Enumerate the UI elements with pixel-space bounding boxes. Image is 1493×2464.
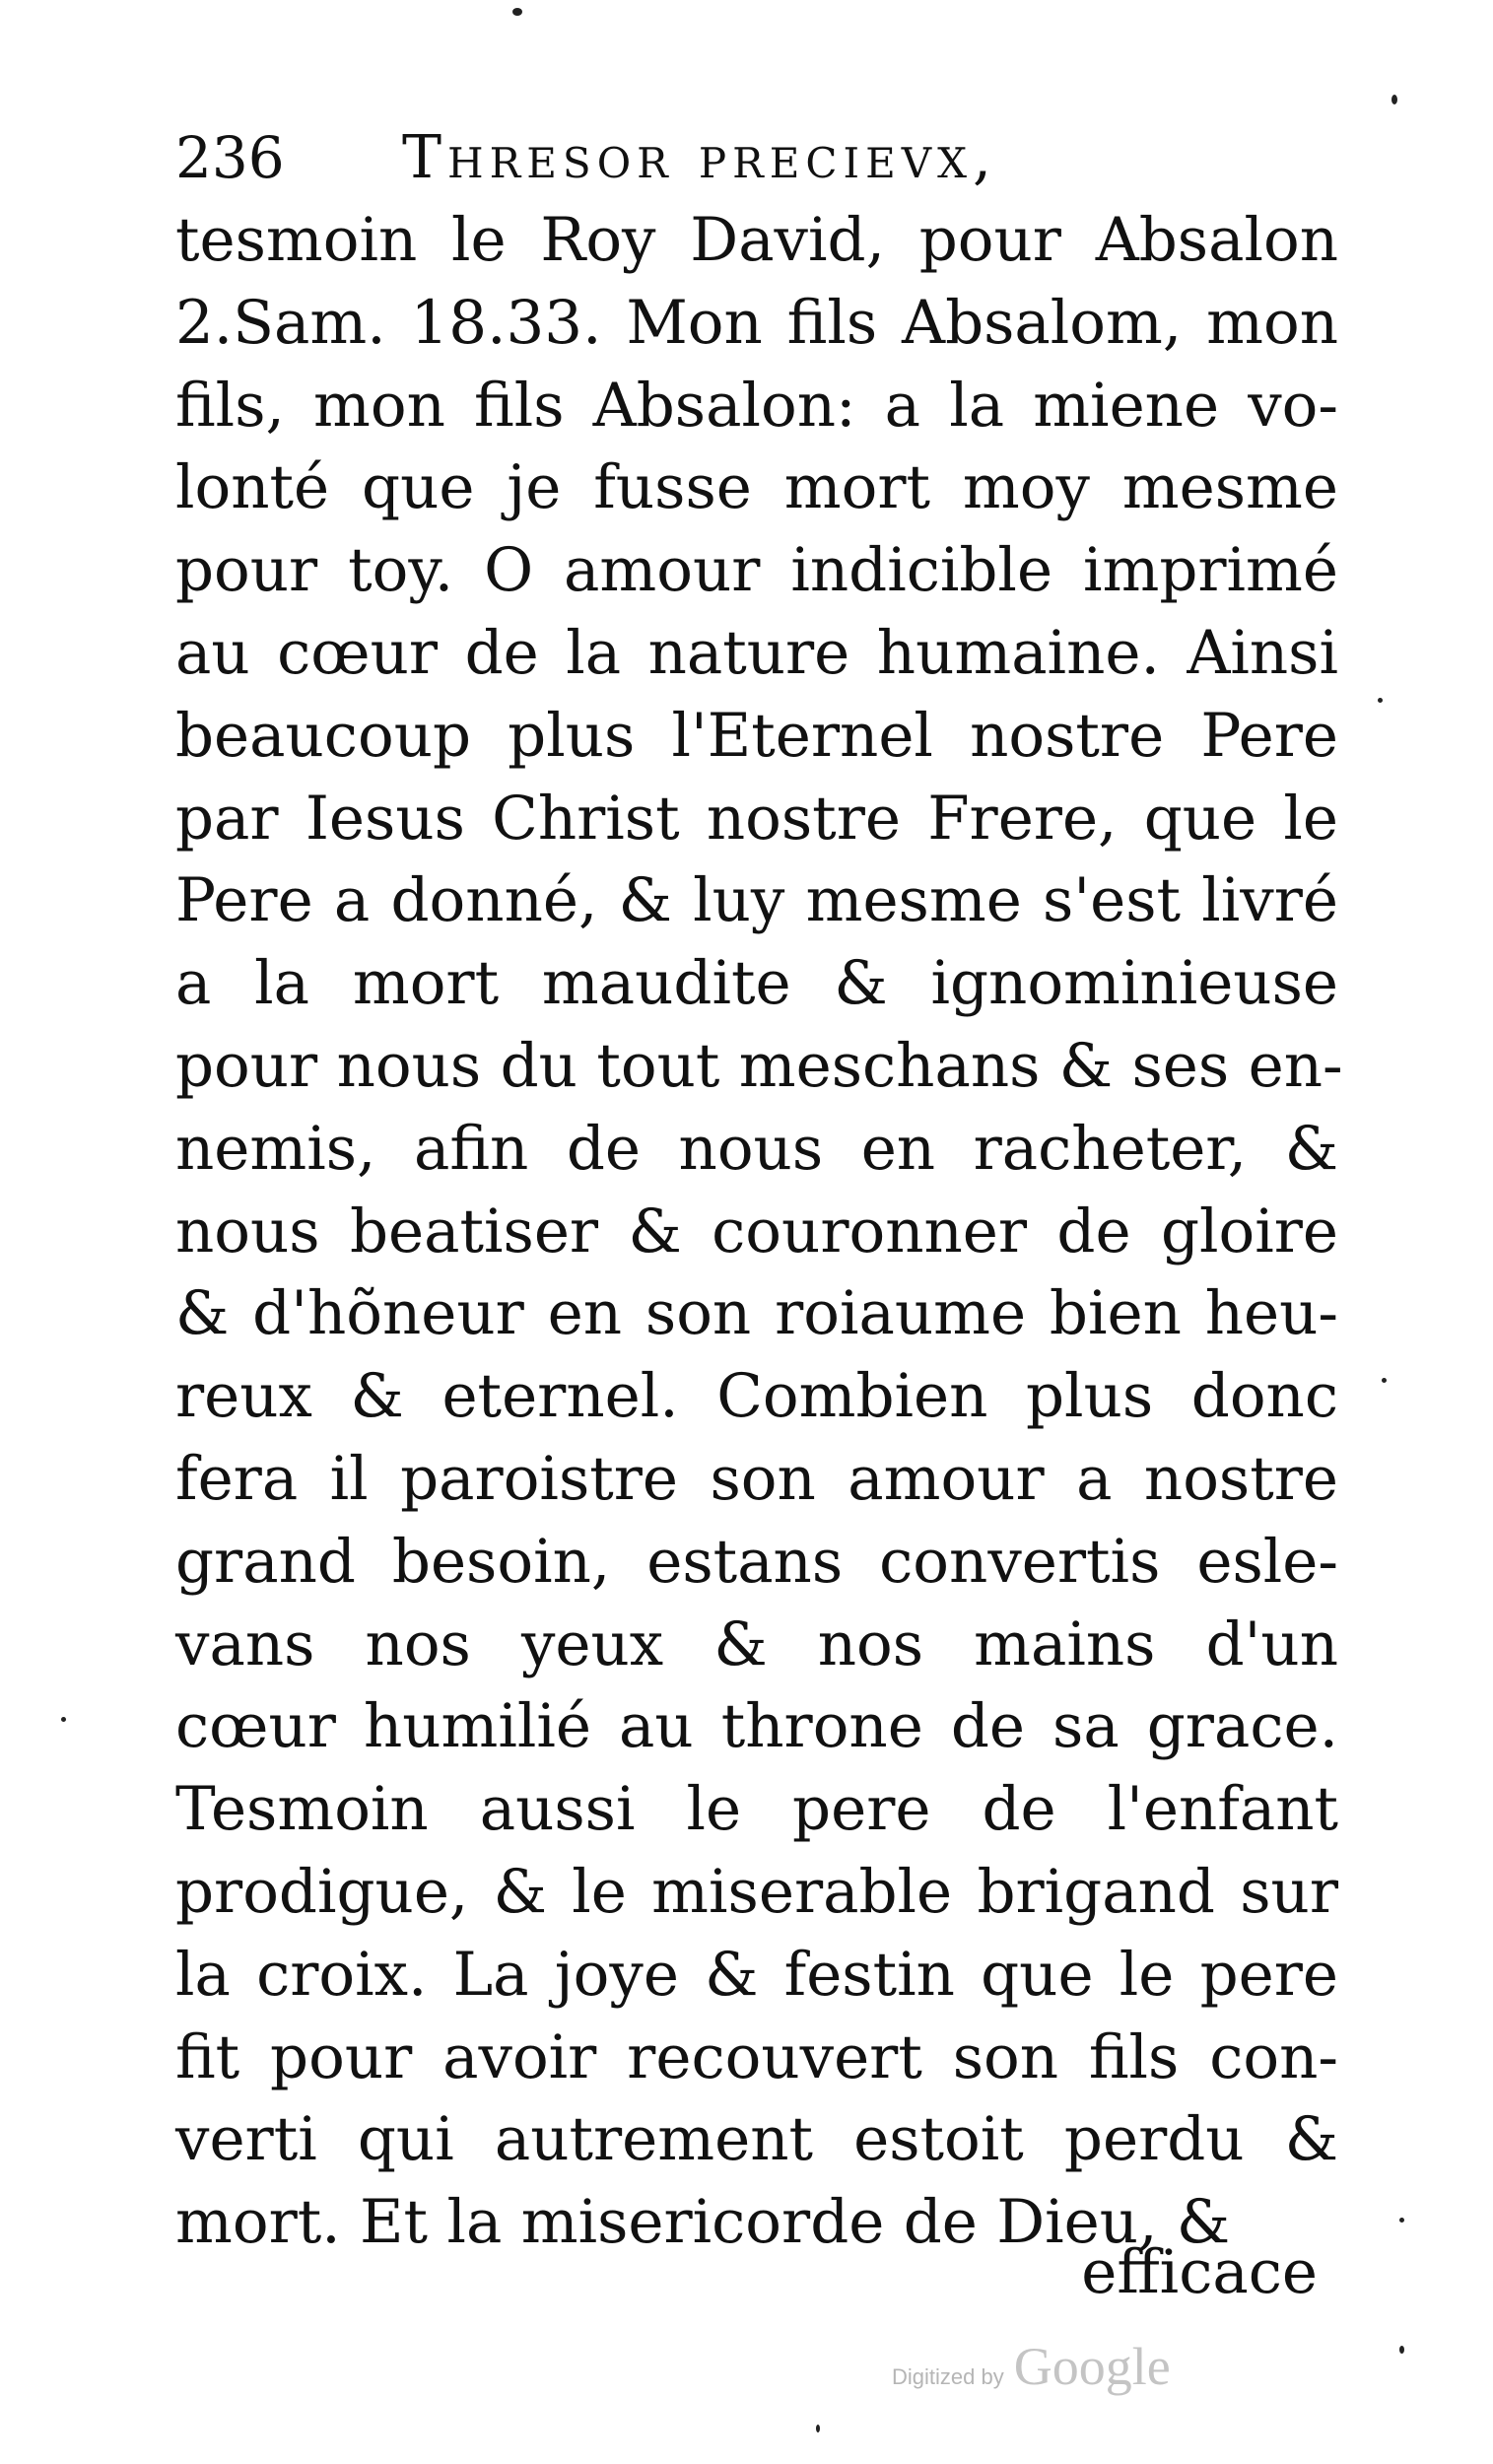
text-line: au cœur de la nature humaine. Ainsi [175, 617, 1338, 688]
text-line: Pere a donné, & luy mesme s'est livré [175, 865, 1338, 936]
ink-speck [61, 1717, 66, 1722]
ink-speck [816, 2425, 820, 2432]
text-line: lonté que je fusse mort moy mesme [175, 452, 1338, 523]
text-line: fit pour avoir recouvert son fils con- [175, 2021, 1338, 2092]
catchword: efficace [1081, 2237, 1318, 2307]
text-line: mort. Et la misericorde de Dieu, & [175, 2187, 1231, 2258]
text-line: beaucoup plus l'Eternel nostre Pere [175, 700, 1338, 771]
google-logo: Google [1013, 2337, 1171, 2396]
text-line: fils, mon fils Absalon: a la miene vo- [175, 370, 1338, 441]
text-line: pour toy. O amour indicible imprimé [175, 535, 1338, 606]
ink-speck [1378, 698, 1383, 703]
ink-speck [512, 8, 522, 16]
ink-speck [1399, 2218, 1404, 2223]
page-header [175, 116, 1338, 199]
text-line: 2.Sam. 18.33. Mon fils Absalom, mon [175, 287, 1338, 358]
ink-speck [1382, 1378, 1387, 1383]
text-line: reux & eternel. Combien plus donc [175, 1361, 1338, 1432]
running-head: Thresor precievx, [402, 123, 998, 192]
text-line: tesmoin le Roy David, pour Absalon [175, 205, 1338, 275]
text-line: nemis, afin de nous en racheter, & [175, 1113, 1338, 1184]
text-line: pour nous du tout meschans & ses en- [175, 1030, 1343, 1101]
text-line: & d'hõneur en son roiaume bien heu- [175, 1278, 1338, 1349]
text-line: verti qui autrement estoit perdu & [175, 2104, 1338, 2175]
text-line: vans nos yeux & nos mains d'un [175, 1608, 1338, 1679]
ink-speck [1391, 95, 1397, 104]
text-line: fera il paroistre son amour a nostre [175, 1443, 1338, 1514]
text-line: la croix. La joye & festin que le pere [175, 1939, 1338, 2010]
text-line: par Iesus Christ nostre Frere, que le [175, 783, 1338, 854]
ink-speck [1399, 2346, 1404, 2354]
text-line: prodigue, & le miserable brigand sur [175, 1856, 1338, 1927]
digitized-watermark [892, 2336, 1171, 2405]
text-line: a la mort maudite & ignominieuse [175, 948, 1338, 1019]
text-line: Tesmoin aussi le pere de l'enfant [175, 1774, 1338, 1845]
text-line: cœur humilié au throne de sa grace. [175, 1691, 1338, 1762]
digitized-label: Digitized by [892, 2364, 1004, 2389]
text-line: grand besoin, estans convertis esle- [175, 1526, 1338, 1597]
body-text [175, 199, 1343, 2264]
text-line: nous beatiser & couronner de gloire [175, 1196, 1338, 1266]
page-number: 236 [175, 124, 285, 191]
